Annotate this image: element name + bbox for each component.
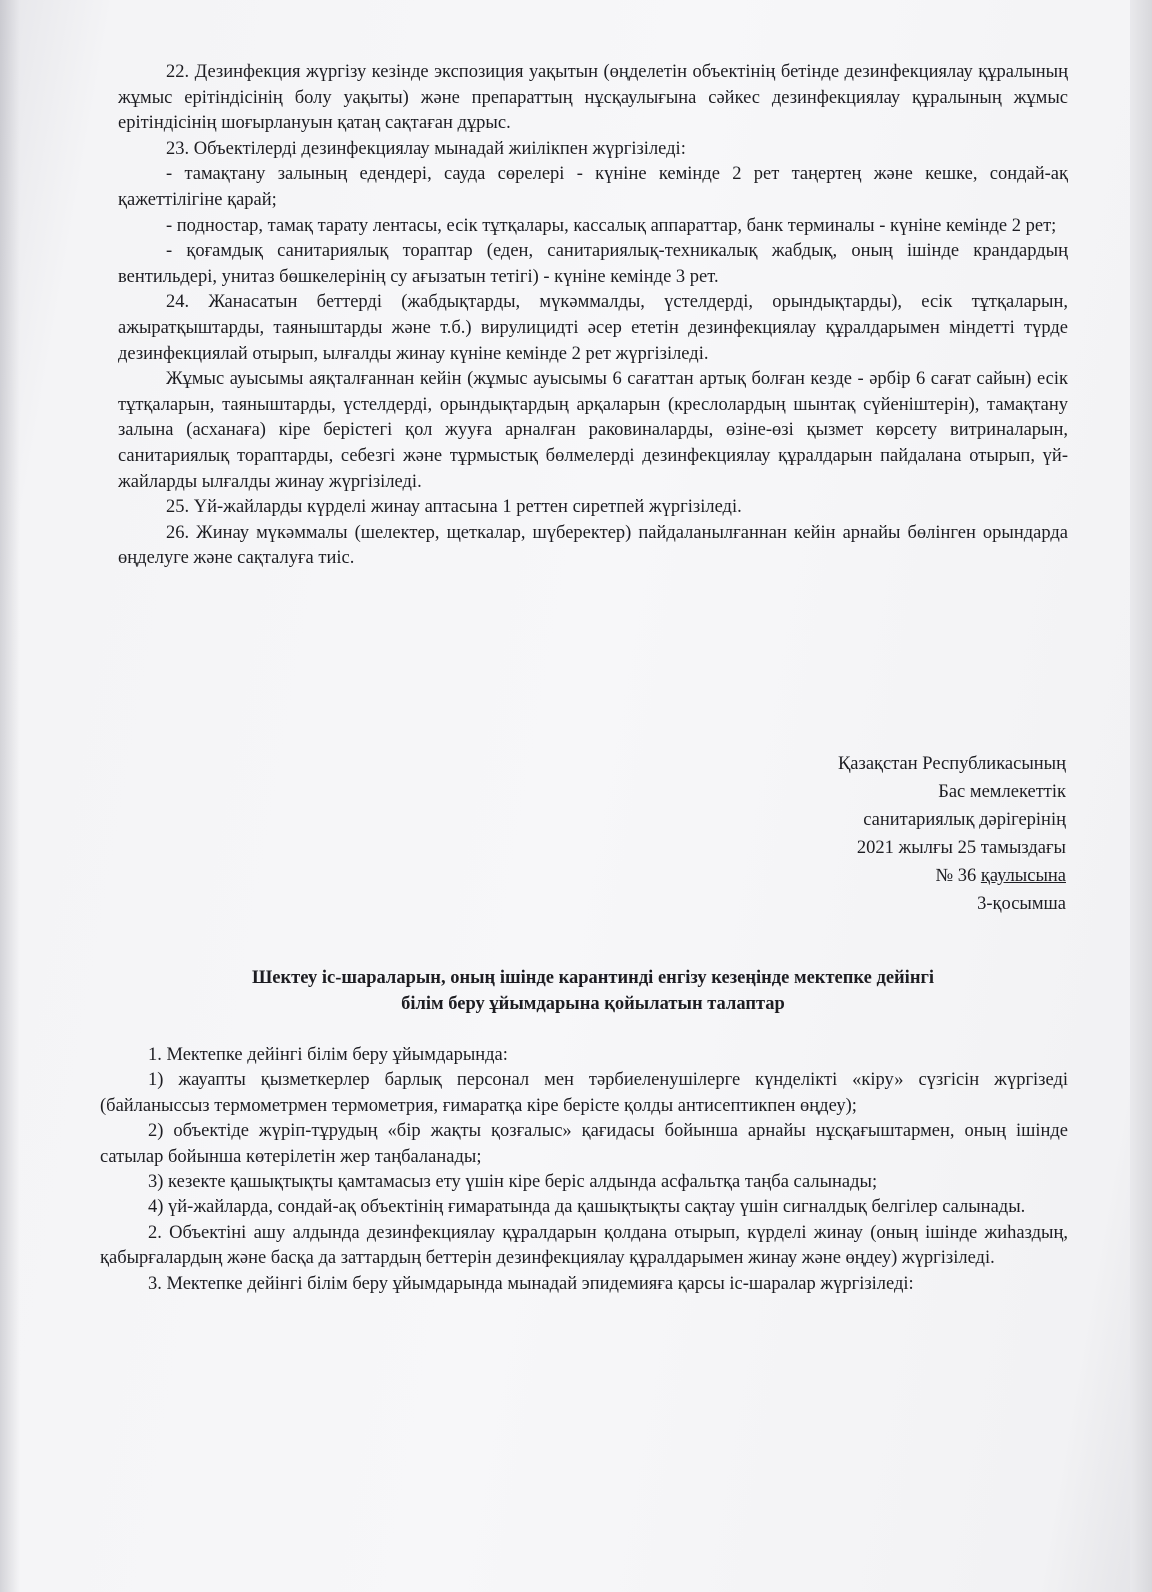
paragraph-22: 22. Дезинфекция жүргізу кезінде экспозиция уақытын (өңделетін объектінің бетінде дезинфекциялау құралының жұмыс ерітіндісінің болу уақыты) және препараттың нұсқаулығына сәйкес дезинфекциялау құралының жұмыс ерітіндісінің шоғырлануын қатаң сақтаған дұрыс. <box>118 62 1068 134</box>
top-section <box>118 60 1068 572</box>
list-item: 2) объектіде жүріп-тұрудың «бір жақты қозғалыс» қағидасы бойынша арнайы нұсқағыштармен, оның ішінде сатылар бойынша көтерілетін жер таңбаланады; <box>100 1121 1068 1167</box>
appendix-number: 3-қосымша <box>977 894 1066 914</box>
document-title <box>118 965 1068 1017</box>
appendix-line: санитариялық дәрігерінің <box>863 810 1066 830</box>
appendix-line <box>706 862 1066 890</box>
paragraph-24: 24. Жанасатын беттерді (жабдықтарды, мүкәммалды, үстелдерді, орындықтарды), есік тұтқаларын, ажыратқыштарды, таяныштарды және т.б.) вирулицидті әсер ететін дезинфекциялау құралдарымен міндетті түрде дезинфекциялай отырып, ылғалды жинау күніне кемінде 2 рет жүргізіледі. <box>118 292 1068 364</box>
appendix-header <box>706 750 1066 918</box>
decree-word: қаулысына <box>980 866 1066 886</box>
paragraph-shift-end: Жұмыс ауысымы аяқталғаннан кейін (жұмыс ауысымы 6 сағаттан артық болған кезде - әрбір 6 сағат сайын) есік тұтқаларын, таяныштарды, үстелдерді, орындықтардың арқаларын (креслолардың шынтақ сүйеніштерін), тамақтану залына (асханаға) кіре берістегі қол жууға арналған раковиналарды, өзіне-өзі қызмет көрсету витриналарын, санитариялық тораптарды, себезгі және тұрмыстық бөлмелерді дезинфекциялау құралдарын пайдалана отырып, үй-жайларды ылғалды жинау жүргізіледі. <box>118 369 1068 492</box>
right-edge-strip <box>1130 0 1152 1592</box>
paragraph-26: 26. Жинау мүкәммалы (шелектер, щеткалар, шүберектер) пайдаланылғаннан кейін арнайы бөлінген орындарда өңделуге және сақталуға тиіс. <box>118 522 1068 569</box>
list-item: 1) жауапты қызметкерлер барлық персонал мен тәрбиеленушілерге күнделікті «кіру» сүзгісін жүргізеді (байланыссыз термометрмен термометрия, ғимаратқа кіре берісте қолды антисептикпен өңдеу); <box>100 1070 1068 1116</box>
paragraph-3: 3. Мектепке дейінгі білім беру ұйымдарында мынадай эпидемияға қарсы іс-шаралар жүргізіледі: <box>148 1273 914 1294</box>
list-item-dash: - подностар, тамақ тарату лентасы, есік тұтқалары, кассалық аппараттар, банк терминалы - күніне кемінде 2 рет; <box>166 215 1057 236</box>
list-item-dash: - тамақтану залының едендері, сауда сөрелері - күніне кемінде 2 рет таңертең және кешке, сондай-ақ қажеттілігіне қарай; <box>118 164 1068 210</box>
appendix-line: Бас мемлекеттік <box>938 782 1066 802</box>
decree-number: № 36 <box>935 866 977 886</box>
appendix-line: Қазақстан Республикасының <box>837 754 1066 774</box>
title-line: білім беру ұйымдарына қойылатын талаптар <box>401 994 785 1014</box>
list-item: 4) үй-жайларда, сондай-ақ объектінің ғимаратында да қашықтықты сақтау үшін сигналдық белгілер салынады. <box>148 1197 1026 1218</box>
paragraph-23: 23. Объектілерді дезинфекциялау мынадай жиілікпен жүргізіледі: <box>166 138 686 159</box>
list-item-dash: - қоғамдық санитариялық тораптар (еден, санитариялық-техникалық жабдық, оның ішінде крандардың вентильдері, унитаз бөшкелерінің су ағызатын тетігі) - күніне кемінде 3 рет. <box>118 241 1068 287</box>
appendix-line: 2021 жылғы 25 тамыздағы <box>856 838 1066 858</box>
bottom-section <box>100 1043 1068 1297</box>
list-item: 3) кезекте қашықтықты қамтамасыз ету үшін кіре беріс алдында асфальтқа таңба салынады; <box>148 1172 878 1193</box>
paragraph-2: 2. Объектіні ашу алдында дезинфекциялау құралдарын қолдана отырып, күрделі жинау (оның ішінде жиһаздың, қабырғалардың және басқа да заттардың беттерін дезинфекциялау құралдарымен жинау және өңдеу) жүргізіледі. <box>100 1222 1068 1269</box>
paragraph-25: 25. Үй-жайларды күрделі жинау аптасына 1 реттен сиретпей жүргізіледі. <box>166 497 742 518</box>
left-edge-shadow <box>0 0 20 1592</box>
paragraph-1: 1. Мектепке дейінгі білім беру ұйымдарында: <box>148 1045 508 1065</box>
title-line: Шектеу іс-шараларын, оның ішінде карантинді енгізу кезеңінде мектепке дейінгі <box>251 968 935 988</box>
